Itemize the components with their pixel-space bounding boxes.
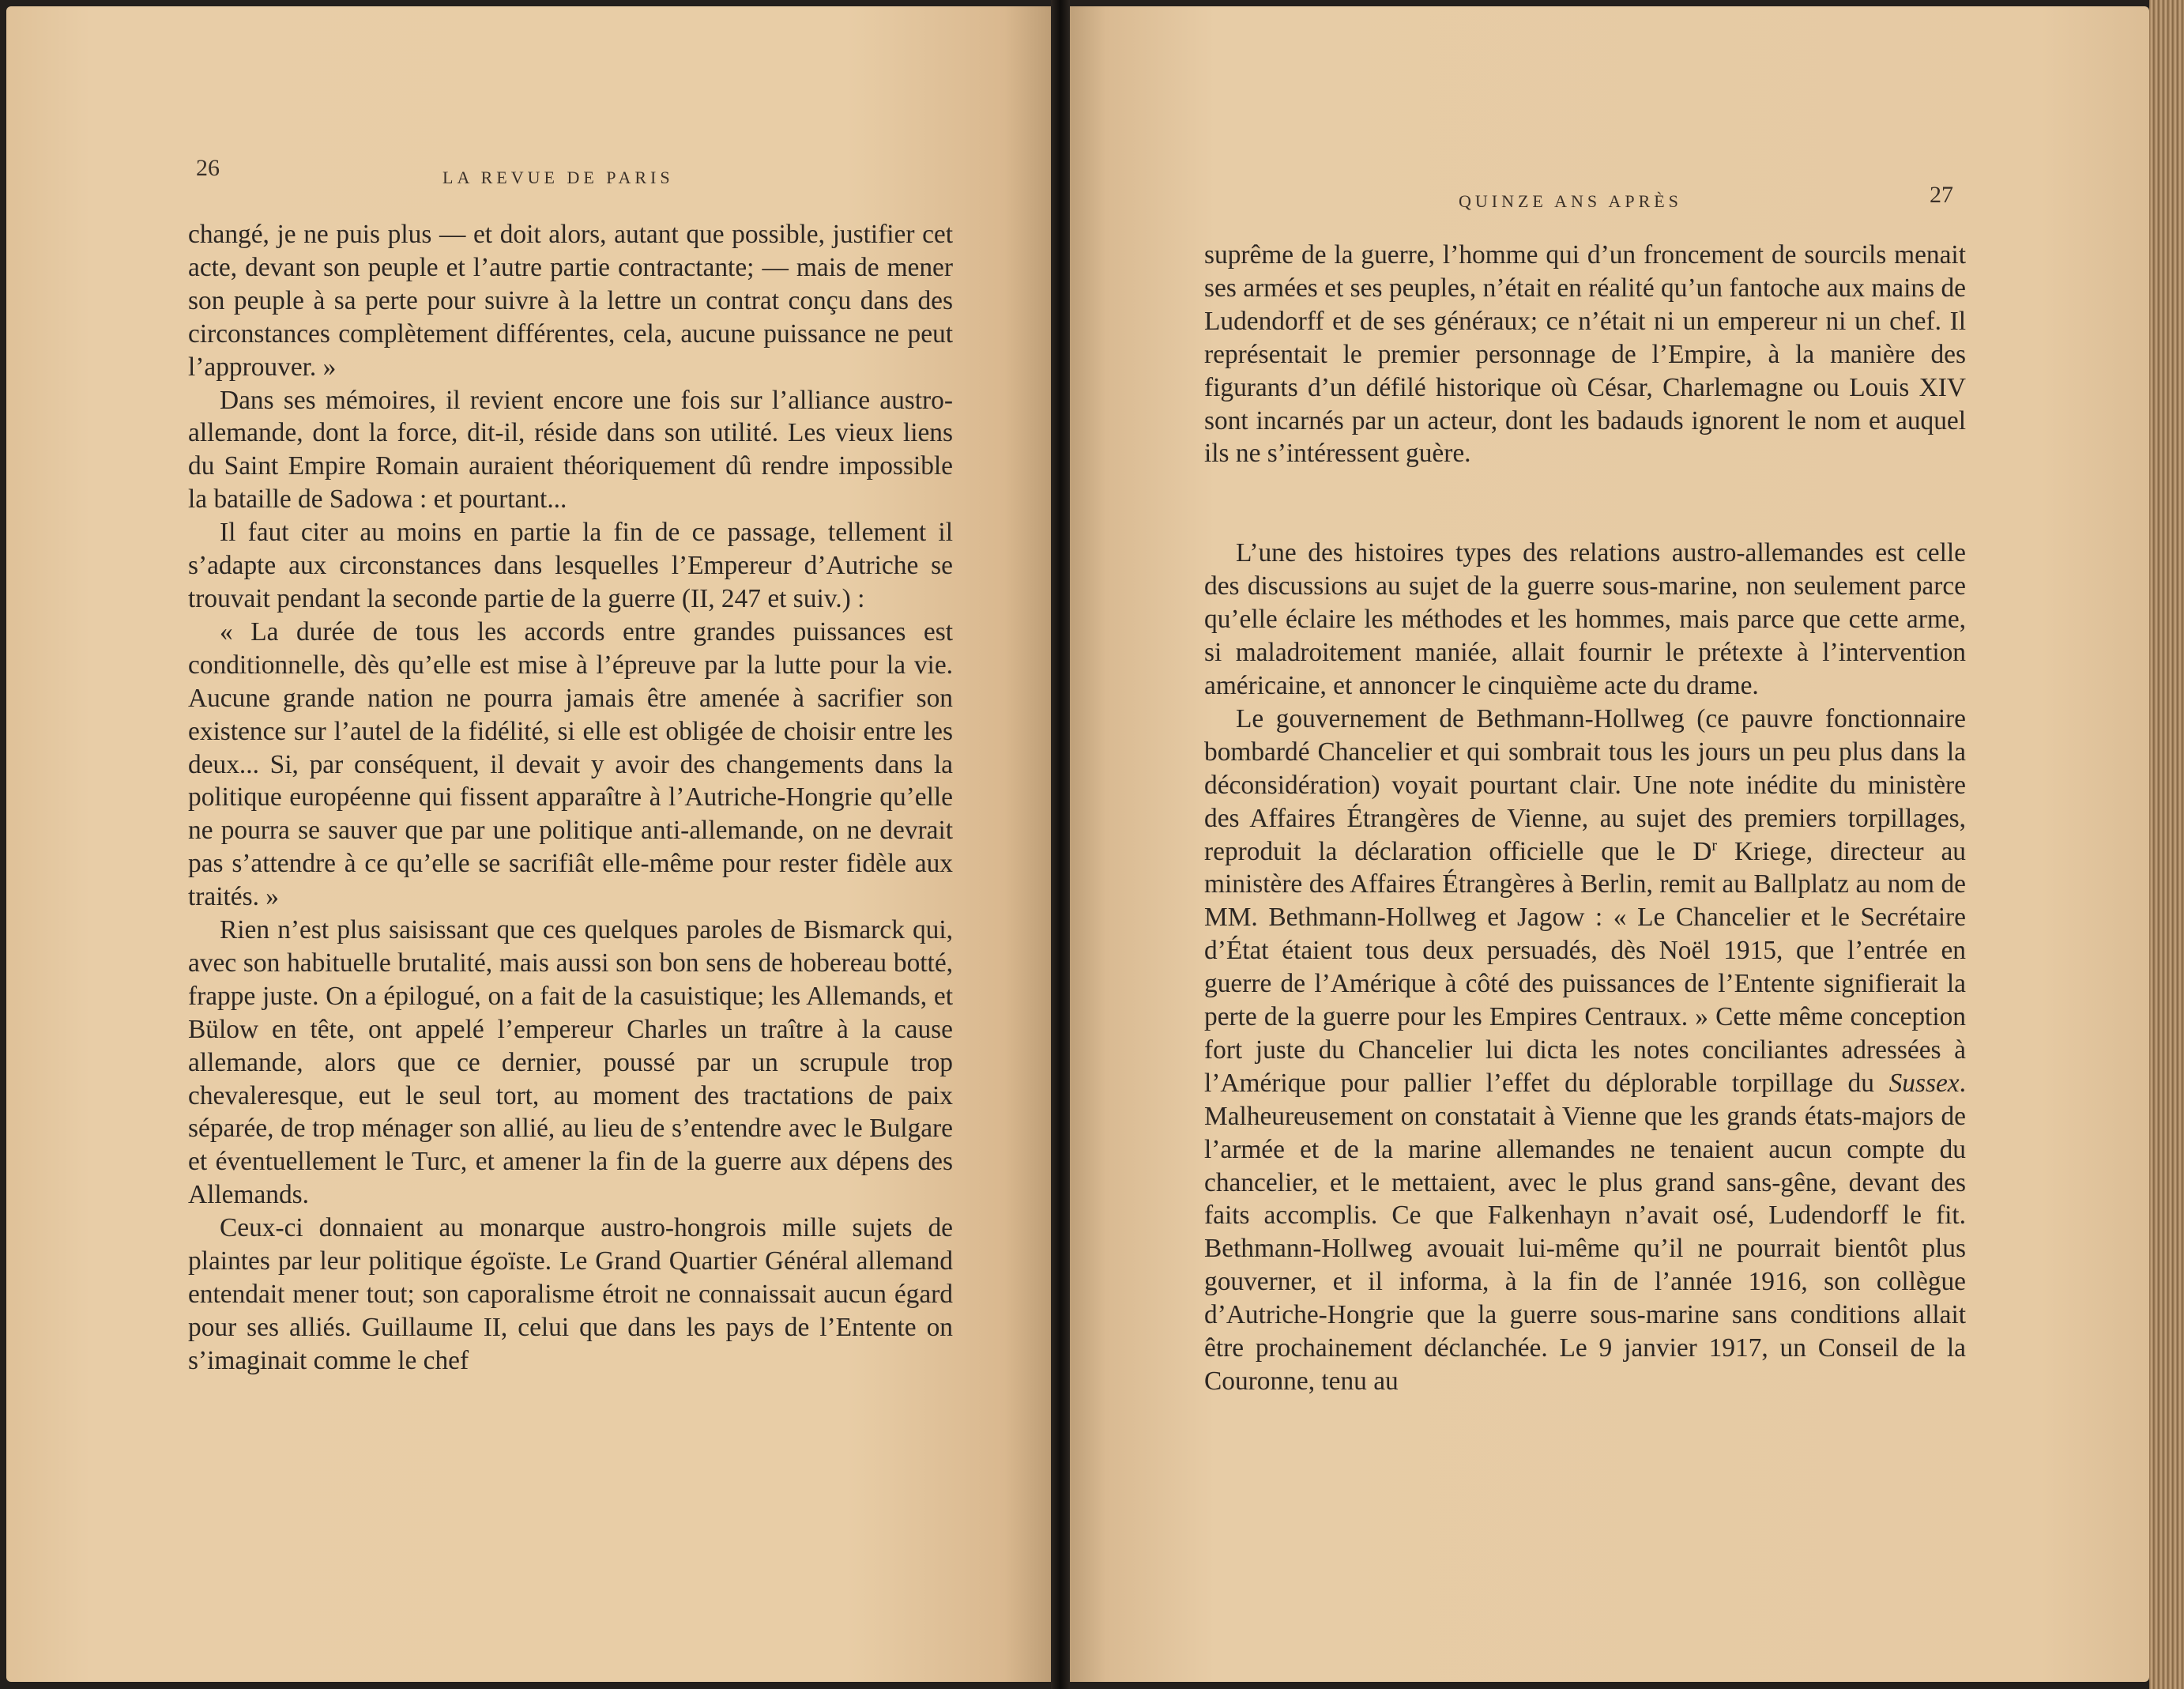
running-title-left: LA REVUE DE PARIS (442, 168, 674, 187)
book-gutter (1051, 0, 1070, 1689)
paragraph: Il faut citer au moins en partie la fin de ce passage, tellement il s’adapte aux circonstances dans lesquelles l’Empereur d’Autriche se trouvait pendant la seconde partie de la guerre (II, 247 et suiv.) : (188, 518, 953, 613)
paragraph: L’une des histoires types des relations austro-allemandes est celle des discussions au sujet de la guerre sous-marine, non seulement parce qu’elle éclaire les méthodes et les hommes, mais parce que cette arme, si maladroitement maniée, allait fournir le prétexte à l’intervention américaine, et annoncer le cinquième acte du drame. (1204, 538, 1966, 700)
text-run: Kriege, directeur au ministère des Affaires Étrangères à Berlin, remit au Ballplatz au nom de MM. Bethmann-Hollweg et Jagow : « Le Chancelier et le Secrétaire d’État étaient tous deux persuadés, dès Noël 1915, que l’entrée en guerre de l’Amérique à côté des puissances de l’Entente signifierait la perte de la guerre pour les Empires Centraux. » Cette même conception fort juste du Chancelier lui dicta les notes conciliantes adressées à l’Amérique pour pallier l’effet du déplorable torpillage du (1204, 836, 1966, 1098)
paragraph: suprême de la guerre, l’homme qui d’un froncement de sourcils menait ses armées et ses peuples, n’était en réalité qu’un fantoche aux mains de Ludendorff et de ses généraux; ce n’était ni un empereur ni un chef. Il représentait le premier personnage de l’Empire, à la manière des figurants d’un défilé historique où César, Charlemagne ou Louis XIV sont incarnés par un acteur, dont les badauds ignorent le nom et auquel ils ne s’intéressent guère. (1204, 240, 1966, 469)
text-run: Le gouvernement de Bethmann-Hollweg (ce pauvre fonctionnaire bombardé Chancelier et qui sombrait tous les jours un peu plus dans la déconsidération) voyait pourtant clair. Une note inédite du ministère des Affaires Étrangères de Vienne, au sujet des premiers torpillages, reproduit la déclaration officielle que le D (1204, 703, 1966, 866)
section-break (1204, 470, 1966, 537)
left-page-body (188, 218, 953, 1378)
page-number-left: 26 (196, 155, 220, 181)
paragraph: Rien n’est plus saisissant que ces quelques paroles de Bismarck qui, avec son habituelle brutalité, mais aussi son bon sens de hobereau botté, frappe juste. On a épilogué, on a fait de la casuistique; les Allemands, et Bülow en tête, ont appelé l’empereur Charles un traître à la cause allemande, alors que ce dernier, poussé par un scrupule trop chevaleresque, eut le seul tort, au moment des tractations de paix séparée, de trop ménager son allié, au lieu de s’entendre avec le Bulgare et éventuellement le Turc, et amener la fin de la guerre aux dépens des Allemands. (188, 915, 953, 1210)
page-number-right: 27 (1930, 182, 1953, 208)
paragraph: Dans ses mémoires, il revient encore une fois sur l’alliance austro-allemande, dont la force, dit-il, réside dans son utilité. Les vieux liens du Saint Empire Romain auraient théoriquement dû rendre impossible la bataille de Sadowa : et pourtant... (188, 385, 953, 515)
right-page-body (1204, 239, 1966, 1398)
italic-ship-name: Sussex (1888, 1068, 1960, 1098)
superscript: r (1711, 836, 1718, 854)
running-title-right: QUINZE ANS APRÈS (1459, 191, 1682, 211)
paragraph: changé, je ne puis plus — et doit alors, autant que possible, justifier cet acte, devant son peuple et l’autre partie contractante; — mais de mener son peuple à sa perte pour suivre à la lettre un contrat conçu dans des circonstances complètement différentes, cela, aucune puissance ne peut l’approuver. » (188, 220, 953, 382)
text-run: . Malheureusement on constatait à Vienne que les grands états-majors de l’armée et de la marine allemandes ne tenaient aucun compte du chancelier, et le mettaient, avec le plus grand sans-gêne, devant des faits accomplis. Ce que Falkenhayn n’avait osé, Ludendorff le fit. Bethmann-Hollweg avouait lui-même qu’il ne pourrait bientôt plus gouverner, et il informa, à la fin de l’année 1916, son collègue d’Autriche-Hongrie que la guerre sous-marine sans conditions allait être prochainement déclanchée. Le 9 janvier 1917, un Conseil de la Couronne, tenu au (1204, 1068, 1966, 1396)
paragraph (1204, 703, 1966, 1398)
page-edges (2149, 0, 2184, 1689)
quote-paragraph: « La durée de tous les accords entre grandes puissances est conditionnelle, dès qu’elle est mise à l’épreuve par la lutte pour la vie. Aucune grande nation ne pourra jamais être amenée à sacrifier son existence sur l’autel de la fidélité, si elle est obligée de choisir entre les deux... Si, par conséquent, il devait y avoir des changements dans la politique européenne qui fissent apparaître à l’Autriche-Hongrie qu’elle ne pourra se sauver que par une politique anti-allemande, on ne devrait pas s’attendre à ce qu’elle se sacrifiât elle-même pour rester fidèle aux traités. » (188, 616, 953, 912)
paragraph: Ceux-ci donnaient au monarque austro-hongrois mille sujets de plaintes par leur politique égoïste. Le Grand Quartier Général allemand entendait mener tout; son caporalisme étroit ne connaissait aucun égard pour ses alliés. Guillaume II, celui que dans les pays de l’Entente on s’imaginait comme le chef (188, 1213, 953, 1375)
